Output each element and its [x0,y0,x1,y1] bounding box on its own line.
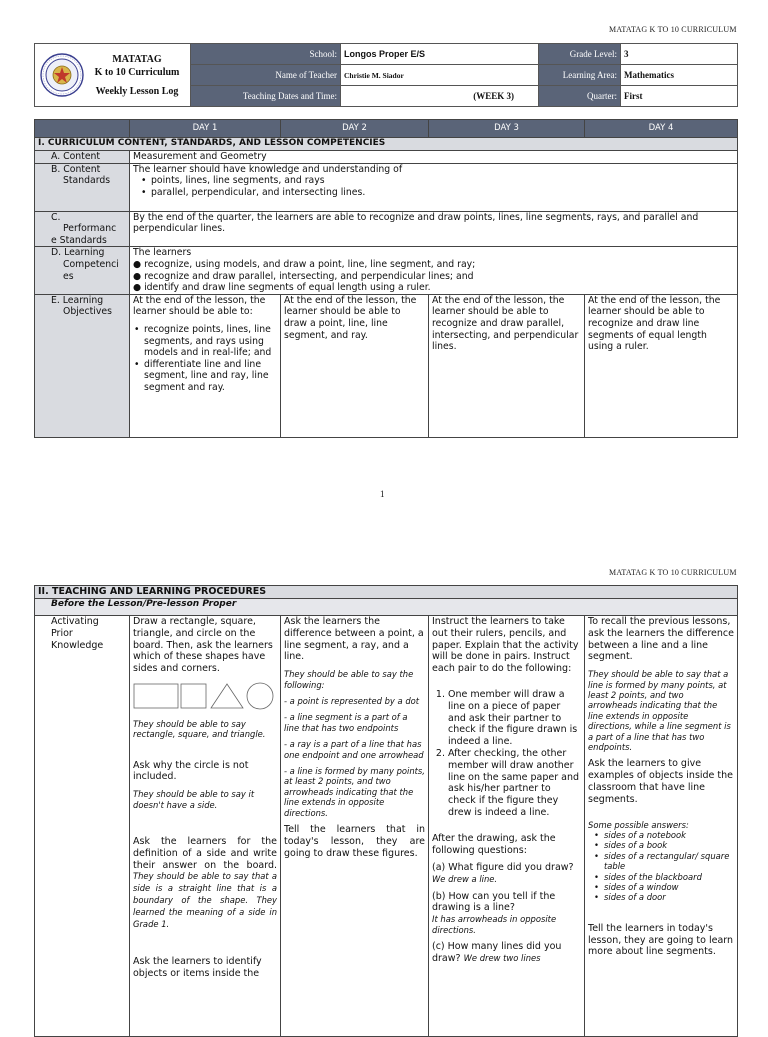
school-label: School: [191,44,341,65]
quarter-label: Quarter: [539,86,621,107]
answer-item: • sides of a notebook [604,830,734,840]
logo-line-matatag: MATATAG [112,53,162,65]
pair-step: 2. After checking, the other member will draw another line on the same paper and ask his/her partner to check if the figure they drew is indeed a line. [448,748,581,819]
quarter-value: First [621,86,738,107]
school-value: Longos Proper E/S [341,44,539,65]
answer-item: • sides of a rectangular/ square table [604,851,734,872]
grade-label: Grade Level: [539,44,621,65]
standards-label: B. Content Standards [35,163,130,211]
activating-day3: Instruct the learners to take out their rulers, pencils, and paper. Explain that the activity will be done in pairs. Instruct each pair to do the following: 1. One member will draw a line on a piece of paper and ask their partner to check if the figure drawn is indeed a line. 2. After checking, the other member will draw another line on the same paper and ask his/her partner to check if the figure they drew is indeed a line. After the drawing, ask the following questions: (a) What figure did you draw? We drew a line. (b) How can you tell if the drawing is a line? It has arrowheads in opposite directions. (c) How many lines did you draw? We drew two lines [429,616,585,1037]
section-title-curriculum: I. CURRICULUM CONTENT, STANDARDS, AND LESSON COMPETENCIES [35,138,738,151]
procedures-table [34,585,737,1037]
day-header-1: DAY 1 [130,120,281,138]
dates-value: (WEEK 3) [341,86,539,107]
competency-item: ● identify and draw line segments of equal length using a ruler. [133,282,431,294]
objectives-label: E. Learning Objectives [35,294,130,437]
activating-label: Activating Prior Knowledge [35,616,130,1037]
shapes-icon [133,681,275,711]
day-header-blank [35,120,130,138]
deped-seal-icon [40,53,84,97]
answer-item: • sides of a book [604,840,734,850]
standards-item: • points, lines, line segments, and rays [151,175,734,187]
dates-label: Teaching Dates and Time: [191,86,341,107]
day-header-3: DAY 3 [429,120,585,138]
section-subtitle: Before the Lesson/Pre-lesson Proper [35,599,738,616]
section-title-procedures: II. TEACHING AND LEARNING PROCEDURES [35,586,738,599]
header-box [34,43,737,105]
activating-day2: Ask the learners the difference between a point, a line segment, a ray, and a line. They should be able to say the following: - a point is represented by a dot - a line segment is a part of a line that has two endpoints - a ray is a part of a line that has one endpoint and one arrowhead - a line is formed by many points, at least 2 points, and two arrowheads indicating that the line extends in opposite directions. Tell the learners that in today's lesson, they are going to draw these figures. [281,616,429,1037]
running-header-page2: MATATAG K TO 10 CURRICULUM [609,568,737,577]
competency-item: ● recognize, using models, and draw a point, line, line segment, and ray; [133,258,476,270]
day-header-4: DAY 4 [585,120,738,138]
answer-item: • sides of a door [604,892,734,902]
teacher-label: Name of Teacher [191,65,341,86]
standards-value: The learner should have knowledge and understanding of • points, lines, line segments, and rays • parallel, perpendicular, and intersecting lines. [130,163,738,211]
activating-day4: To recall the previous lessons, ask the learners the difference between a line and a line segment. They should be able to say that a line is formed by many points, at least 2 points, and two arrowheads indicating that the line extends in opposite directions, while a line segment is a part of a line that has two endpoints. Ask the learners to give examples of objects inside the classroom that have line segments. Some possible answers: • sides of a notebook • sides of a book • sides of a rectangular/ square table • sides of the blackboard • sides of a window • sides of a door Tell the learners in today's lesson, they are going to learn more about line segments. [585,616,738,1037]
objectives-day1: At the end of the lesson, the learner should be able to: • recognize points, lines, line segments, and rays using models and in real-life; and • differentiate line and line segment, line and ray, line segment and ray. [130,294,281,437]
teacher-value: Christie M. Siador [341,65,539,86]
day-header-2: DAY 2 [281,120,429,138]
logo-cell [35,44,191,107]
standards-item: • parallel, perpendicular, and intersecting lines. [151,187,734,199]
objectives-day4: At the end of the lesson, the learner should be able to recognize and draw line segments of equal length using a ruler. [585,294,738,437]
content-label: A. Content [35,151,130,164]
area-value: Mathematics [621,65,738,86]
competencies-label: D. Learning Competenci es [35,247,130,294]
area-label: Learning Area: [539,65,621,86]
performance-value: By the end of the quarter, the learners are able to recognize and draw points, lines, line segments, rays, and parallel and perpendicular lines. [130,211,738,247]
curriculum-table [34,119,737,438]
content-value: Measurement and Geometry [130,151,738,164]
objectives-day3: At the end of the lesson, the learner should be able to recognize and draw parallel, intersecting, and perpendicular lines. [429,294,585,437]
objectives-day2: At the end of the lesson, the learner should be able to draw a point, line, line segment, and ray. [281,294,429,437]
performance-label: C. Performanc e Standards [35,211,130,247]
running-header: MATATAG K TO 10 CURRICULUM [609,25,737,34]
activating-day1: Draw a rectangle, square, triangle, and circle on the board. Then, ask the learners which of these shapes have sides and corners. They should be able to say rectangle, square, and triangle. Ask why the circle is not included. They should be able to say it doesn't have a side. Ask the learners for the definition of a side and write their answer on the board. They should be able to say that a side is a straight line that is a boundary of the shape. They learned the meaning of a side in Grade 1. Ask the learners to identify objects or items inside the [130,616,281,1037]
answer-item: • sides of a window [604,882,734,892]
competency-item: ● recognize and draw parallel, intersecting, and perpendicular lines; and [133,270,474,282]
grade-value: 3 [621,44,738,65]
logo-line-wll: Weekly Lesson Log [95,85,179,97]
page-number: 1 [380,489,385,499]
objective-item: • differentiate line and line segment, line and ray, line segment and ray. [144,359,277,394]
competencies-value: The learners ● recognize, using models, and draw a point, line, line segment, and ray; ● recognize and draw parallel, intersecting, and perpendicular lines; and ● identify and draw line segments of equal length using a ruler. [130,247,738,294]
pair-step: 1. One member will draw a line on a piece of paper and ask their partner to check if the figure drawn is indeed a line. [448,689,581,748]
answer-item: • sides of the blackboard [604,872,734,882]
logo-line-curriculum: K to 10 Curriculum [94,66,180,78]
objective-item: • recognize points, lines, line segments, and rays using models and in real-life; and [144,324,277,359]
